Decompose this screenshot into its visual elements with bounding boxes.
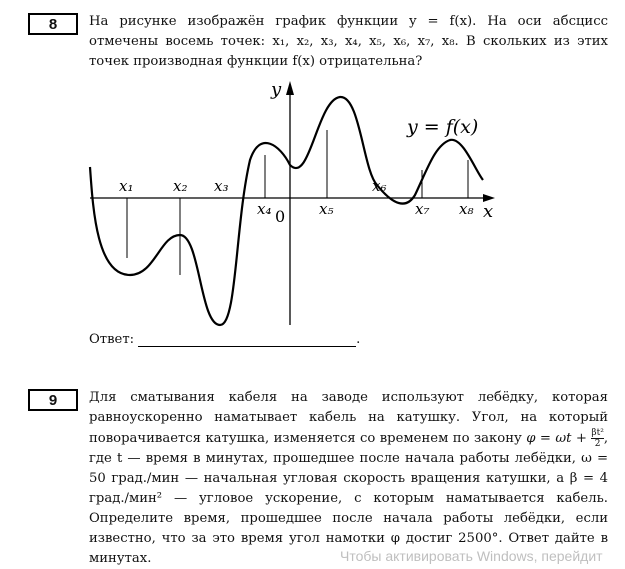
y-axis-label: y [271, 79, 282, 100]
fraction-denominator: 2 [594, 439, 601, 449]
answer-row [89, 332, 360, 347]
activation-watermark: Чтобы активировать Windows, перейдит [340, 548, 603, 564]
point-label-x4: x₄ [257, 200, 272, 218]
fraction-numerator: βt² [591, 428, 604, 438]
task-9-paragraph-3: β = 4 град./мин² — угловое ускорение, с которым наматывается кабель. Определите время, прошедшее после начала работы лебёдки, если известно, что за это время угол намотки φ достиг 2500°. Ответ дайте в минутах. [89, 471, 609, 566]
point-label-x5: x₅ [319, 200, 334, 218]
answer-suffix: . [356, 332, 361, 347]
y-axis-arrow [286, 81, 294, 95]
answer-field[interactable] [138, 332, 356, 347]
x-axis-label: x [483, 201, 494, 222]
point-label-x3: x₃ [214, 177, 229, 195]
point-label-x8: x₈ [459, 200, 474, 218]
task-9-text: Для сматывания кабеля на заводе используют лебёдку, которая равноускоренно наматывает кабель на катушку. Угол, на который поворачивается катушка, изменяется со временем по закону φ = ωt + $\frac{\text{βt²}}{2}$ , где t — время в минутах, прошедшее после начала работы лебёдки, ω = 50 град./мин — начальная угловая скорость вращения катушки, а β = 4 град./мин² — угловое ускорение, с которым наматывается кабель. Определите время, прошедшее после начала работы лебёдки, если известно, что за это время угол намотки φ достиг 2500°. Ответ дайте в минутах. [89, 390, 609, 566]
task-9-paragraph-1: Для сматывания кабеля на заводе используют лебёдку, которая равноускоренно наматывает кабель на катушку. Угол, на который поворачивается катушка, изменяется со временем по закону [89, 390, 608, 446]
point-label-x7: x₇ [415, 200, 430, 218]
answer-label: Ответ: [89, 332, 135, 347]
function-graph [85, 75, 505, 330]
task-number-8: 8 [28, 13, 78, 35]
task-8-text: На рисунке изображён график функции y = f(x). На оси абсцисс отмечены восемь точек: x₁, x₂, x₃, x₄, x₅, x₆, x₇, x₈. В скольких из этих точек производная функции f(x) отрицательна? [89, 14, 608, 69]
point-label-x1: x₁ [119, 177, 134, 195]
task-9-fraction [591, 428, 603, 449]
origin-label: 0 [275, 207, 286, 226]
point-label-x2: x₂ [173, 177, 188, 195]
task-9-formula: φ = ωt + [526, 431, 587, 446]
task-number-9: 9 [28, 389, 78, 411]
task-9-paragraph-2: где t — время в минутах, прошедшее после начала работы лебёдки, ω = 50 град./мин — начальная угловая скорость вращения катушки, а [89, 451, 608, 486]
function-label: y = f(x) [407, 116, 479, 138]
point-label-x6: x₆ [372, 177, 387, 195]
